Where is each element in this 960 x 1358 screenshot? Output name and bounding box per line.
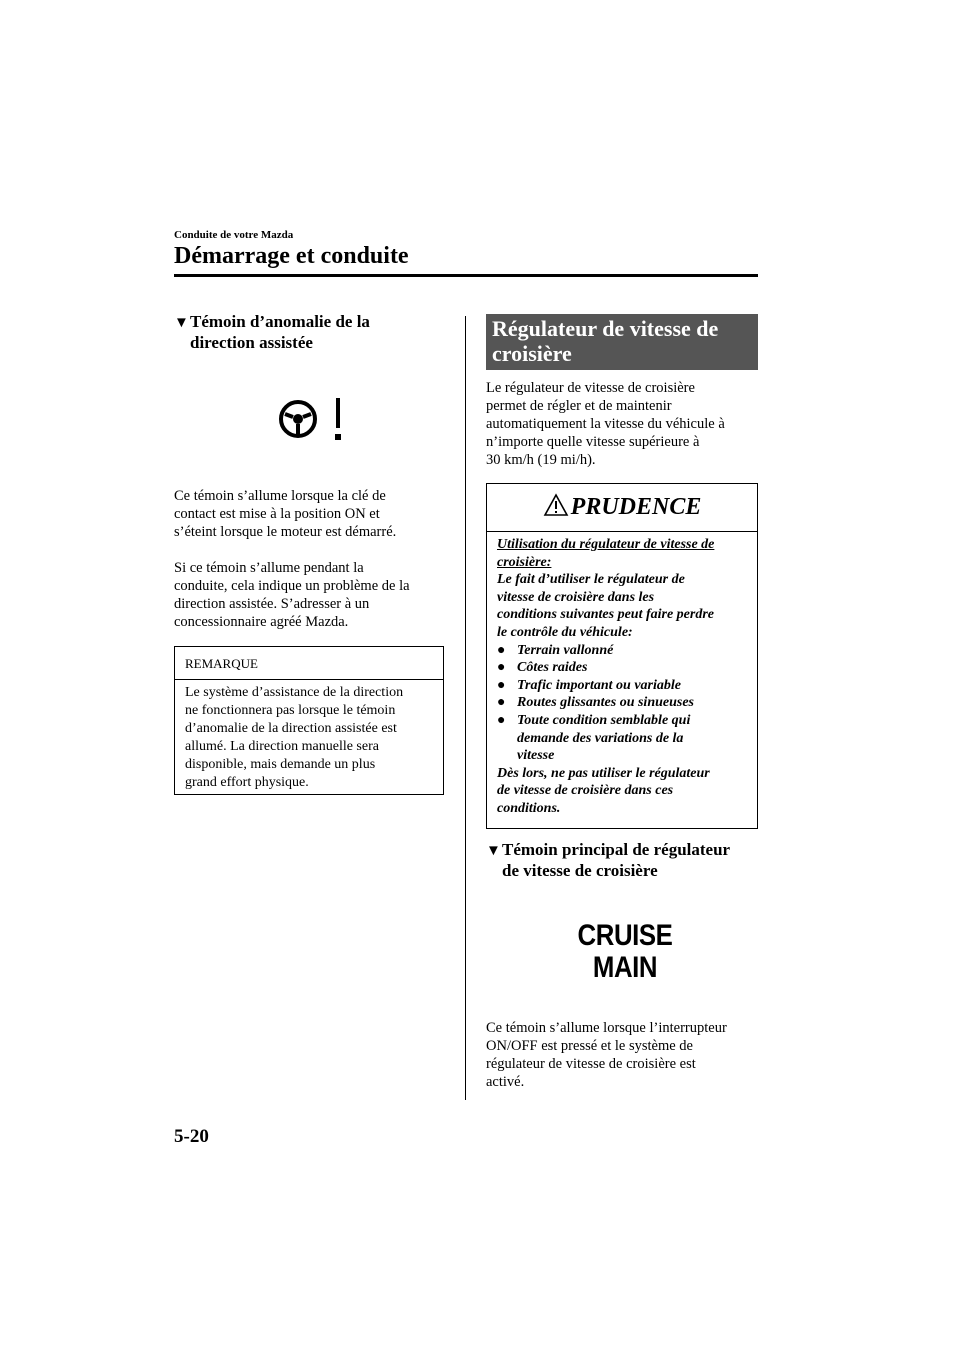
text-line: conduite, cela indique un problème de la — [174, 578, 410, 594]
bullet-dot: ● — [497, 642, 506, 658]
text-line: le contrôle du véhicule: — [497, 624, 633, 640]
section-title-line: croisière — [492, 341, 572, 366]
heading-line: Témoin principal de régulateur — [502, 840, 731, 859]
caution-subtitle: Utilisation du régulateur de vitesse de — [497, 537, 715, 552]
text-line: disponible, mais demande un plus — [185, 757, 376, 772]
caution-bullet-list — [497, 642, 749, 765]
caution-body — [487, 532, 757, 818]
header-rule — [174, 274, 758, 277]
heading-cruise-main-indicator — [486, 840, 766, 881]
paragraph-cruise-main-light — [486, 1019, 764, 1091]
heading-line: direction assistée — [190, 333, 313, 352]
list-item-text: Trafic important ou variable — [517, 677, 681, 693]
paragraph-cruise-intro — [486, 379, 761, 469]
text-line: Dès lors, ne pas utiliser le régulateur — [497, 765, 710, 781]
text-line: Le régulateur de vitesse de croisière — [486, 380, 695, 396]
list-item — [497, 677, 749, 695]
page-number: 5-20 — [174, 1126, 209, 1147]
caution-header — [487, 484, 757, 532]
text-line: régulateur de vitesse de croisière est — [486, 1056, 696, 1072]
text-line: Ce témoin s’allume lorsque la clé de — [174, 488, 386, 504]
caution-subtitle: croisière: — [497, 554, 552, 570]
bullet-dot: ● — [497, 677, 506, 693]
heading-power-steering-warning — [174, 312, 454, 353]
running-title: Conduite de votre Mazda — [174, 229, 294, 241]
bullet-dot: ● — [497, 660, 506, 676]
text-line: s’éteint lorsque le moteur est démarré. — [174, 524, 397, 540]
list-item — [497, 659, 749, 677]
text-line: vitesse de croisière dans les — [497, 589, 655, 605]
warning-triangle-icon — [543, 493, 569, 522]
heading-line: de vitesse de croisière — [502, 861, 658, 880]
text-line: grand effort physique. — [185, 775, 309, 790]
heading-marker: ▼ — [174, 315, 189, 331]
text-line: Ce témoin s’allume lorsque l’interrupteur — [486, 1020, 727, 1036]
text-line: 30 km/h (19 mi/h). — [486, 452, 596, 468]
text-line: permet de régler et de maintenir — [486, 398, 672, 414]
indicator-text: MAIN — [592, 951, 658, 984]
caution-box — [486, 483, 758, 829]
text-line: contact est mise à la position ON et — [174, 506, 380, 522]
indicator-text: CRUISE — [577, 919, 673, 952]
chapter-title: Démarrage et conduite — [174, 243, 409, 269]
text-line: de vitesse de croisière dans ces — [497, 783, 674, 799]
list-item-text: Côtes raides — [517, 660, 588, 676]
text-line: allumé. La direction manuelle sera — [185, 739, 379, 754]
section-title-cruise-control — [486, 314, 758, 370]
text-line: activé. — [486, 1074, 525, 1090]
text-line: Le système d’assistance de la direction — [185, 685, 404, 700]
bullet-dot: ● — [497, 712, 506, 728]
list-item — [497, 642, 749, 660]
paragraph-warning-while-driving — [174, 559, 454, 631]
text-line: ON/OFF est pressé et le système de — [486, 1038, 693, 1054]
list-item-text: Routes glissantes ou sinueuses — [517, 695, 694, 711]
cruise-main-indicator-icon — [569, 920, 681, 984]
list-item — [497, 712, 749, 765]
text-line: Si ce témoin s’allume pendant la — [174, 560, 364, 576]
caution-title: PRUDENCE — [570, 494, 702, 520]
paragraph-warning-light-on — [174, 487, 454, 541]
text-line: ne fonctionnera pas lorsque le témoin — [185, 703, 396, 718]
text-line: conditions suivantes peut faire perdre — [497, 607, 715, 623]
steering-wheel-warning-icon — [277, 392, 349, 448]
text-line: Le fait d’utiliser le régulateur de — [497, 572, 685, 588]
note-body — [175, 680, 443, 796]
section-title-line: Régulateur de vitesse de — [492, 316, 719, 341]
column-divider — [465, 316, 466, 1100]
list-item — [497, 694, 749, 712]
text-line: d’anomalie de la direction assistée est — [185, 721, 397, 736]
text-line: automatiquement la vitesse du véhicule à — [486, 416, 725, 432]
bullet-dot: ● — [497, 695, 506, 711]
heading-line: Témoin d’anomalie de la — [190, 312, 370, 331]
note-box — [174, 646, 444, 795]
text-line: n’importe quelle vitesse supérieure à — [486, 434, 700, 450]
text-line: direction assistée. S’adresser à un — [174, 596, 370, 612]
text-line: conditions. — [497, 800, 561, 816]
note-title: REMARQUE — [175, 647, 443, 680]
list-item-text: Toute condition semblable qui demande des variations de la vitesse — [517, 712, 691, 764]
list-item-text: Terrain vallonné — [517, 642, 614, 658]
heading-marker: ▼ — [486, 843, 501, 859]
text-line: concessionnaire agréé Mazda. — [174, 614, 349, 630]
